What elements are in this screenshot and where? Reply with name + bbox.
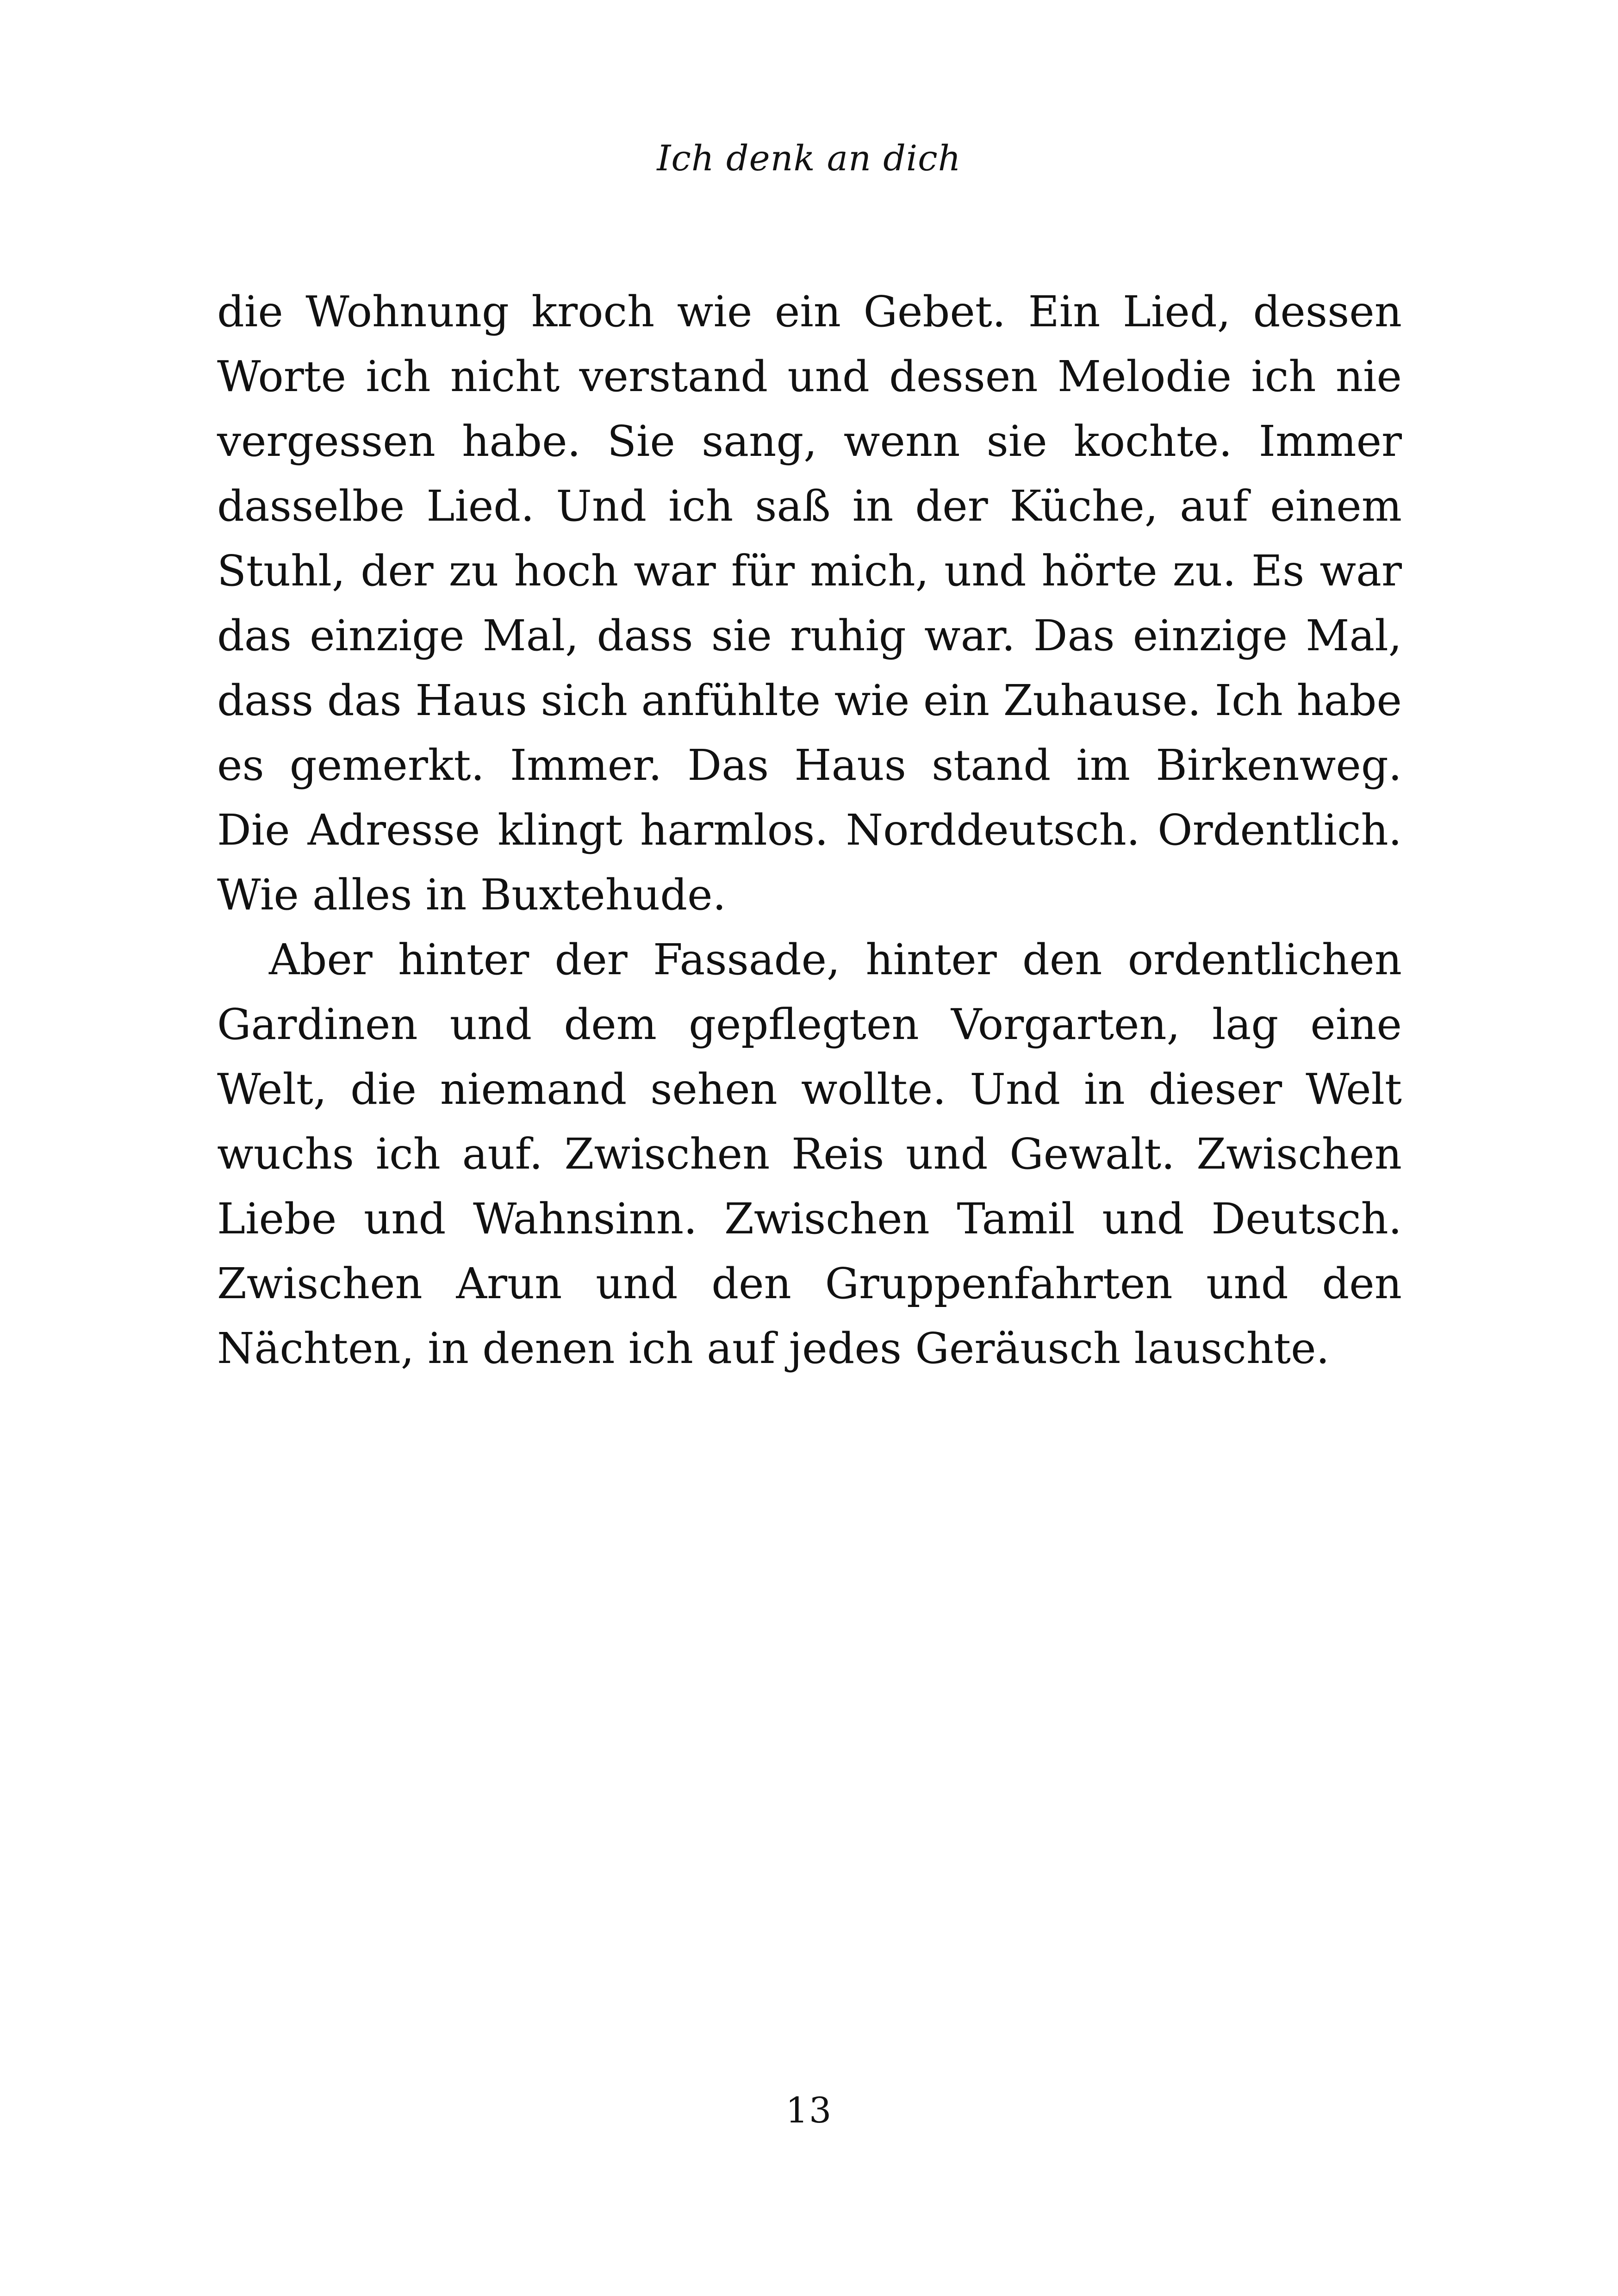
paragraph-1: die Wohnung kroch wie ein Gebet. Ein Lied, dessen Worte ich nicht verstand und dessen Melodie ich nie vergessen habe. Sie sang, wenn sie kochte. Immer dasselbe Lied. Und ich saß in der Küche, auf einem Stuhl, der zu hoch war für mich, und hörte zu. Es war das einzige Mal, dass sie ruhig war. Das einzige Mal, dass das Haus sich anfühlte wie ein Zuhause. Ich habe es gemerkt. Immer. Das Haus stand im Birkenweg. Die Adresse klingt harmlos. Norddeutsch. Ordentlich. Wie alles in Buxtehude. [217,287,1402,920]
page-number: 13 [785,2090,833,2131]
body-text [217,280,1402,1381]
paragraph-2: Aber hinter der Fassade, hinter den ordentlichen Gardinen und dem gepflegten Vorgarten, lag eine Welt, die niemand sehen wollte. Und in dieser Welt wuchs ich auf. Zwischen Reis und Gewalt. Zwischen Liebe und Wahnsinn. Zwischen Tamil und Deutsch. Zwischen Arun und den Gruppenfahrten und den Nächten, in denen ich auf jedes Geräusch lauschte. [217,935,1402,1373]
running-header-title: Ich denk an dich [657,137,961,179]
